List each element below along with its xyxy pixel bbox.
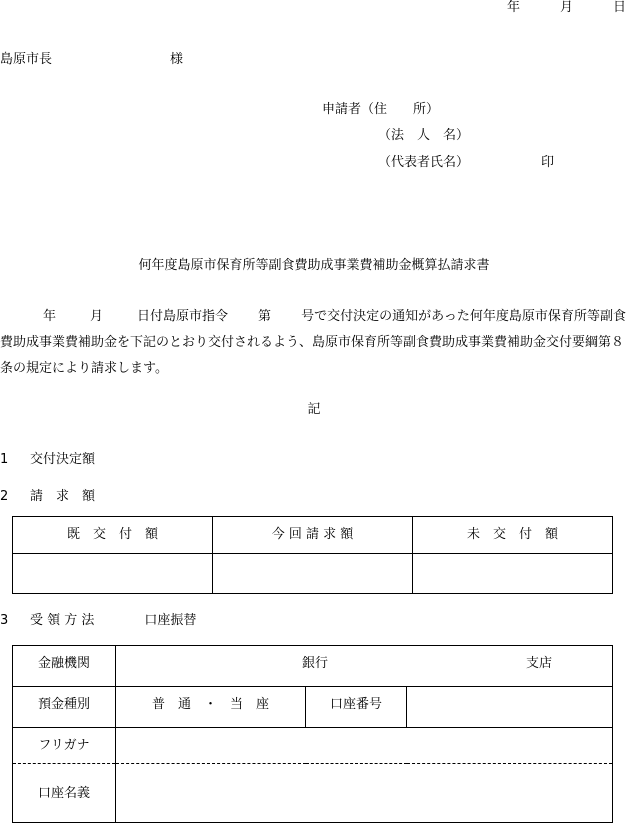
item1-label: 交付決定額: [30, 452, 96, 467]
date-line: [507, 0, 626, 16]
bank-row: [13, 646, 613, 687]
body-no-prefix: 第: [258, 309, 272, 324]
body-month: 月: [90, 309, 104, 324]
amount-table: [12, 516, 613, 594]
date-year: 年: [506, 0, 520, 15]
already-granted-cell[interactable]: [13, 554, 213, 594]
addressee-suffix: 様: [170, 52, 184, 67]
deposit-type-options[interactable]: 普 通 ・ 当 座: [116, 687, 306, 728]
already-granted-header: 既 交 付 額: [13, 517, 213, 554]
addressee-name: 島原市長: [0, 52, 53, 67]
body-day-prefix: 日付島原市指令: [137, 309, 229, 324]
current-request-header: 今 回 請 求 額: [213, 517, 413, 554]
date-month: 月: [559, 0, 573, 15]
bank-suffix: 銀行: [302, 656, 329, 671]
body-rest-line1: 号で交付決定の通知があった何年度島原市保: [301, 309, 561, 324]
item3-value: 口座振替: [144, 613, 197, 628]
ki-heading: 記: [307, 402, 321, 417]
item-receipt-method: [0, 613, 196, 629]
item-grant-decision-amount: [0, 452, 95, 468]
account-holder-label: 口座名義: [13, 764, 116, 823]
date-day: 日: [612, 0, 626, 15]
deposit-type-row: [13, 687, 613, 728]
applicant-representative: [378, 155, 554, 171]
item2-label: 請 求 額: [30, 489, 96, 504]
item3-label: 受 領 方 法: [30, 613, 95, 628]
amount-table-header-row: [13, 517, 613, 554]
branch-suffix: 支店: [526, 656, 553, 671]
item3-number: 3: [0, 613, 9, 628]
deposit-type-label: 預金種別: [13, 687, 116, 728]
item-request-amount: [0, 489, 95, 505]
furigana-cell[interactable]: [116, 728, 613, 764]
amount-table-input-row: [13, 554, 613, 594]
not-yet-granted-header: 未 交 付 額: [412, 517, 612, 554]
body-year: 年: [43, 309, 57, 324]
addressee: [0, 52, 183, 68]
seal-mark: 印: [541, 155, 555, 170]
applicant-corporate-name-label: （法 人 名）: [378, 128, 470, 143]
account-number-label: 口座番号: [306, 687, 407, 728]
bank-label: 金融機関: [13, 646, 116, 687]
furigana-row: [13, 728, 613, 764]
applicant-representative-label: （代表者氏名）: [378, 155, 470, 170]
item1-number: 1: [0, 452, 9, 467]
document-title: 何年度島原市保育所等副食費助成事業費補助金概算払請求書: [138, 258, 490, 273]
bank-cell[interactable]: [116, 646, 613, 687]
account-holder-row: [13, 764, 613, 823]
account-table: [12, 645, 613, 823]
current-request-cell[interactable]: [213, 554, 413, 594]
request-body-text: [0, 304, 628, 382]
not-yet-granted-cell[interactable]: [412, 554, 612, 594]
body-rest: 育所等副食費助成事業費補助金を下記のとおり交付されるよう、島原市保育所等副食費助成事業費補助金交付要綱第８条の規定により請求します。: [0, 309, 626, 376]
account-number-cell[interactable]: [407, 687, 613, 728]
item2-number: 2: [0, 489, 9, 504]
furigana-label: フリガナ: [13, 728, 116, 764]
applicant-address-label: 申請者（住 所）: [322, 102, 440, 117]
account-holder-cell[interactable]: [116, 764, 613, 823]
